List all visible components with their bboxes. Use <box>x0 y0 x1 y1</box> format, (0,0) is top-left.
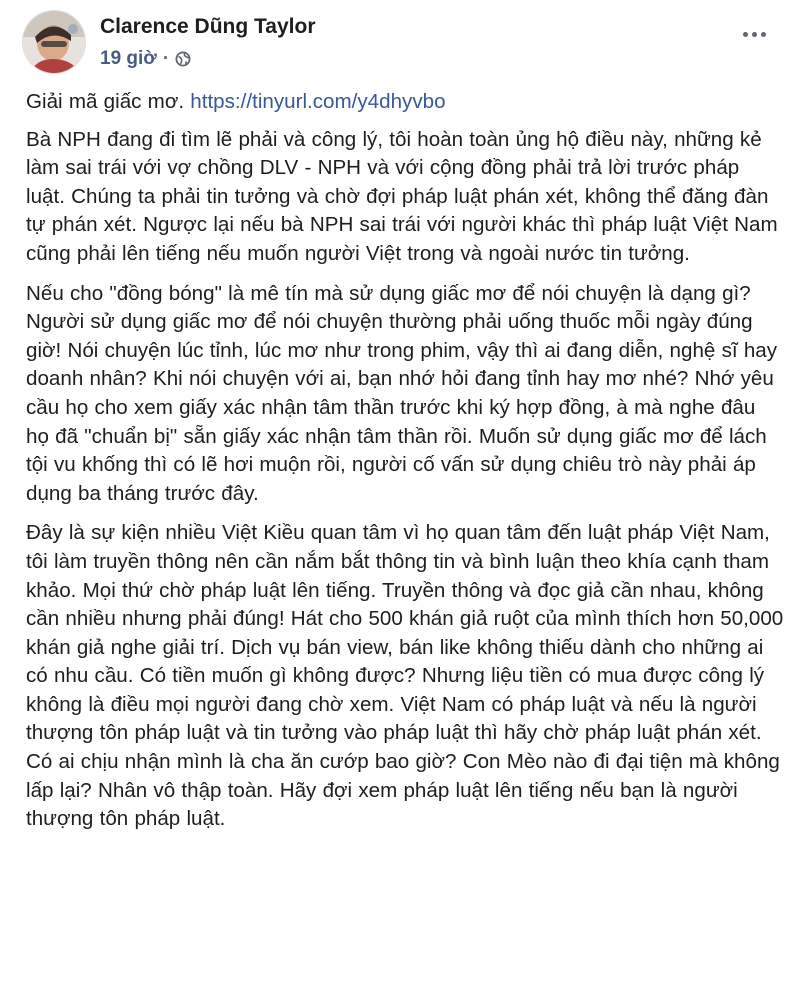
globe-icon[interactable] <box>175 51 191 67</box>
post-paragraph-3: Đây là sự kiện nhiều Việt Kiều quan tâm vì họ quan tâm đến luật pháp Việt Nam, tôi làm truyền thông nên cần nắm bắt thông tin và bình luận theo khía cạnh tham khảo. Mọi thứ chờ pháp luật lên tiếng. Truyền thông và đọc giả cần nhau, không cần nhiều nhưng phải đúng! Hát cho 500 khán giả ruột của mình thích hơn 50,000 khán giả nghe giải trí. Dịch vụ bán view, bán like không thiếu dành cho những ai có nhu cầu. Có tiền muốn gì không được? Nhưng liệu tiền có mua được công lý không là điều mọi người đang chờ xem. Việt Nam có pháp luật và nếu là người thượng tôn pháp luật và tin tưởng vào pháp luật thì hãy chờ pháp luật phán xét. Có ai chịu nhận mình là cha ăn cướp bao giờ? Con Mèo nào đi đại tiện mà không lấp lại? Nhân vô thập toàn. Hãy đợi xem pháp luật lên tiếng nếu bạn là người thượng tôn pháp luật. <box>26 521 784 831</box>
post-content <box>26 88 784 845</box>
separator-dot: · <box>162 48 170 69</box>
post-header <box>22 10 782 80</box>
post-paragraph-2: Nếu cho "đồng bóng" là mê tín mà sử dụng giấc mơ để nói chuyện là dạng gì? Người sử dụng giấc mơ để nói chuyện thường phải uống thuốc mỗi ngày đúng giờ! Nói chuyện lúc tỉnh, lúc mơ như trong phim, vậy thì ai đang diễn, nghệ sĩ hay doanh nhân? Khi nói chuyện với ai, bạn nhớ hỏi đang tỉnh hay mơ nhé? Nhớ yêu cầu họ cho xem giấy xác nhận tâm thần trước khi ký hợp đồng, à mà nghe đâu họ đã "chuẩn bị" sẵn giấy xác nhận tâm thần rồi. Muốn sử dụng giấc mơ để lách tội vu khống thì có lẽ hơi muộn rồi, người cố vấn sử dụng chiêu trò này phải áp dụng ba tháng trước đây. <box>26 281 778 505</box>
post-subline <box>100 48 782 70</box>
post-paragraph-1: Bà NPH đang đi tìm lẽ phải và công lý, tôi hoàn toàn ủng hộ điều này, những kẻ làm sai trái với vợ chồng DLV - NPH và với cộng đồng phải trả lời trước pháp luật. Chúng ta phải tin tưởng và chờ đợi pháp luật phán xét, không thể đăng đàn tự phán xét. Ngược lại nếu bà NPH sai trái với người khác thì pháp luật Việt Nam cũng phải lên tiếng nếu muốn người Việt trong và ngoài nước tin tưởng. <box>26 127 778 265</box>
author-name[interactable]: Clarence Dũng Taylor <box>100 15 316 38</box>
more-dot <box>752 32 757 37</box>
more-dot <box>761 32 766 37</box>
post-link[interactable]: https://tinyurl.com/y4dhyvbo <box>190 90 446 113</box>
post-intro <box>26 88 784 117</box>
author-avatar[interactable] <box>22 10 86 74</box>
post-meta <box>100 14 782 70</box>
intro-text: Giải mã giấc mơ. <box>26 90 191 113</box>
avatar-image <box>23 11 86 74</box>
more-options-icon[interactable] <box>734 22 774 46</box>
more-dot <box>743 32 748 37</box>
post-timestamp[interactable]: 19 giờ <box>100 48 157 69</box>
